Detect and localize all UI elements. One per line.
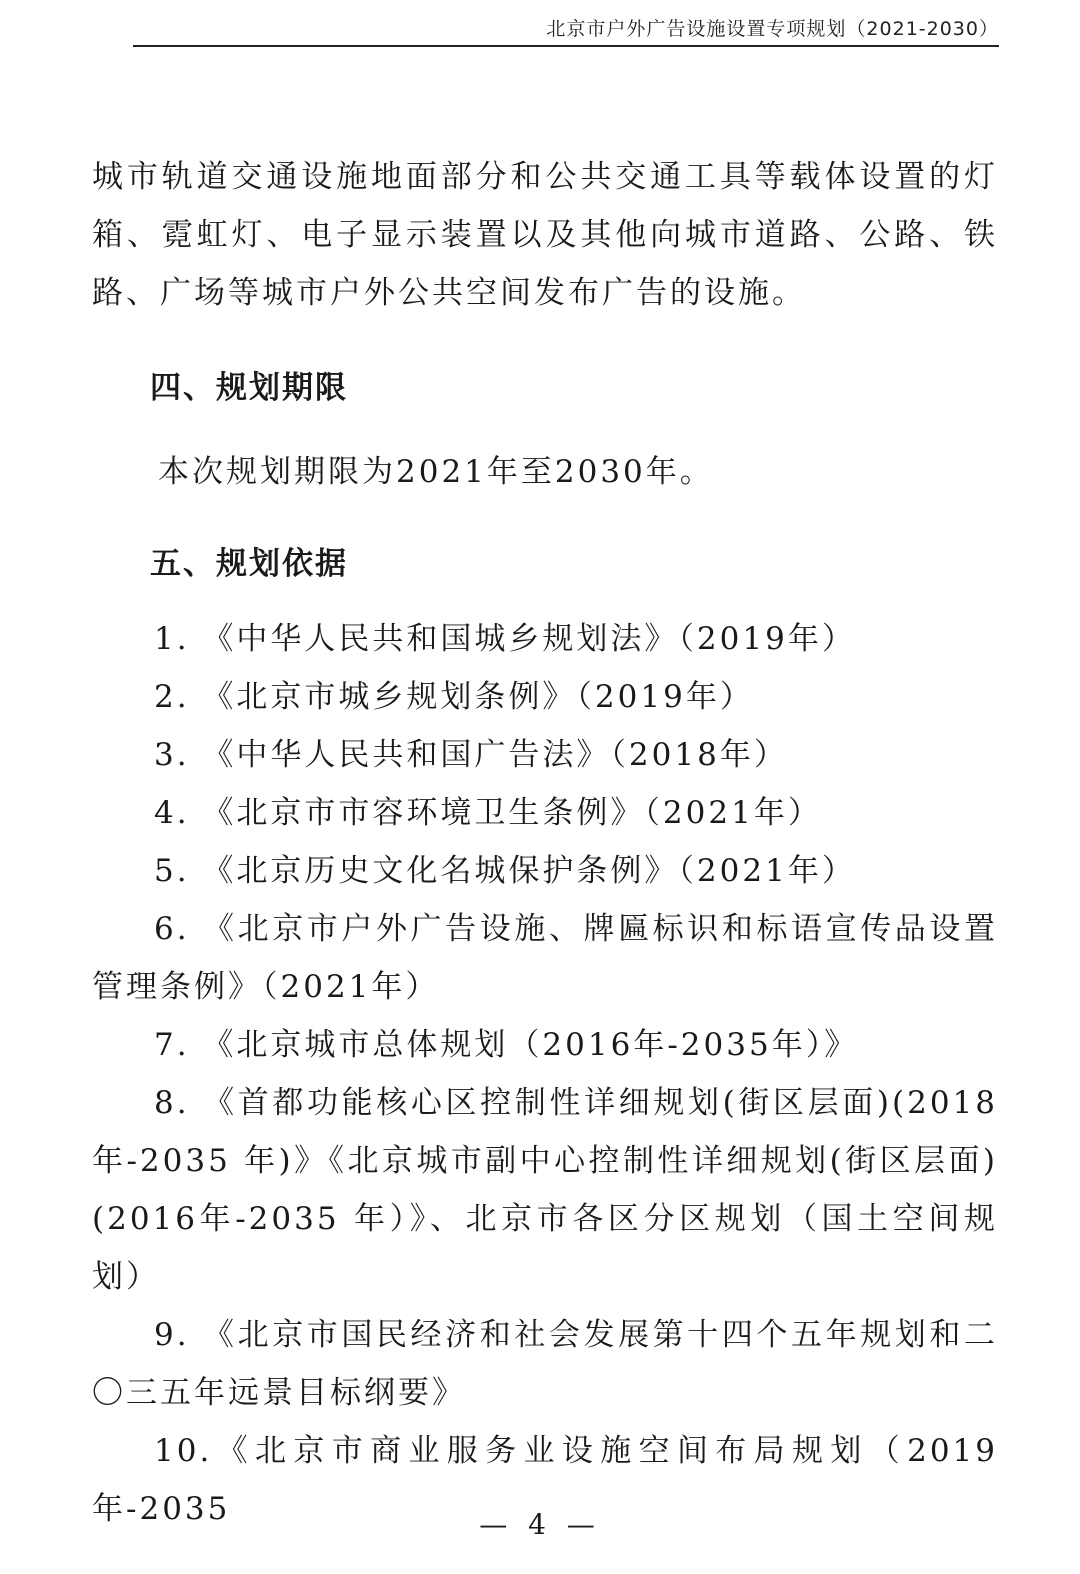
list-item: 6. 《北京市户外广告设施、牌匾标识和标语宣传品设置管理条例》（2021年） bbox=[92, 911, 998, 1005]
list-item: 4. 《北京市市容环境卫生条例》（2021年） bbox=[154, 795, 822, 831]
running-header: 北京市户外广告设施设置专项规划（2021-2030） bbox=[546, 18, 999, 40]
intro-paragraph: 城市轨道交通设施地面部分和公共交通工具等载体设置的灯箱、霓虹灯、电子显示装置以及其他向城市道路、公路、铁路、广场等城市户外公共空间发布广告的设施。 bbox=[92, 159, 998, 311]
list-item: 5. 《北京历史文化名城保护条例》（2021年） bbox=[154, 853, 856, 889]
list-item: 7. 《北京城市总体规划（2016年-2035年）》 bbox=[154, 1027, 859, 1063]
page-number: — 4 — bbox=[479, 1508, 601, 1541]
list-item: 2. 《北京市城乡规划条例》（2019年） bbox=[154, 679, 754, 715]
section-heading-basis: 五、规划依据 bbox=[150, 546, 348, 582]
section-heading-period: 四、规划期限 bbox=[150, 370, 348, 406]
basis-list bbox=[92, 610, 998, 1538]
header-rule bbox=[133, 45, 999, 47]
list-item: 10.《北京市商业服务业设施空间布局规划（2019年-2035 bbox=[92, 1433, 998, 1527]
period-paragraph: 本次规划期限为2021年至2030年。 bbox=[158, 454, 714, 490]
list-item: 8. 《首都功能核心区控制性详细规划(街区层面)(2018 年-2035 年)》《北京城市副中心控制性详细规划(街区层面)(2016年-2035 年）》、北京市各区分区规划（国土空间规划） bbox=[92, 1085, 998, 1295]
list-item: 1. 《中华人民共和国城乡规划法》（2019年） bbox=[154, 621, 856, 657]
list-item: 3. 《中华人民共和国广告法》（2018年） bbox=[154, 737, 788, 773]
list-item: 9. 《北京市国民经济和社会发展第十四个五年规划和二〇三五年远景目标纲要》 bbox=[92, 1317, 998, 1411]
